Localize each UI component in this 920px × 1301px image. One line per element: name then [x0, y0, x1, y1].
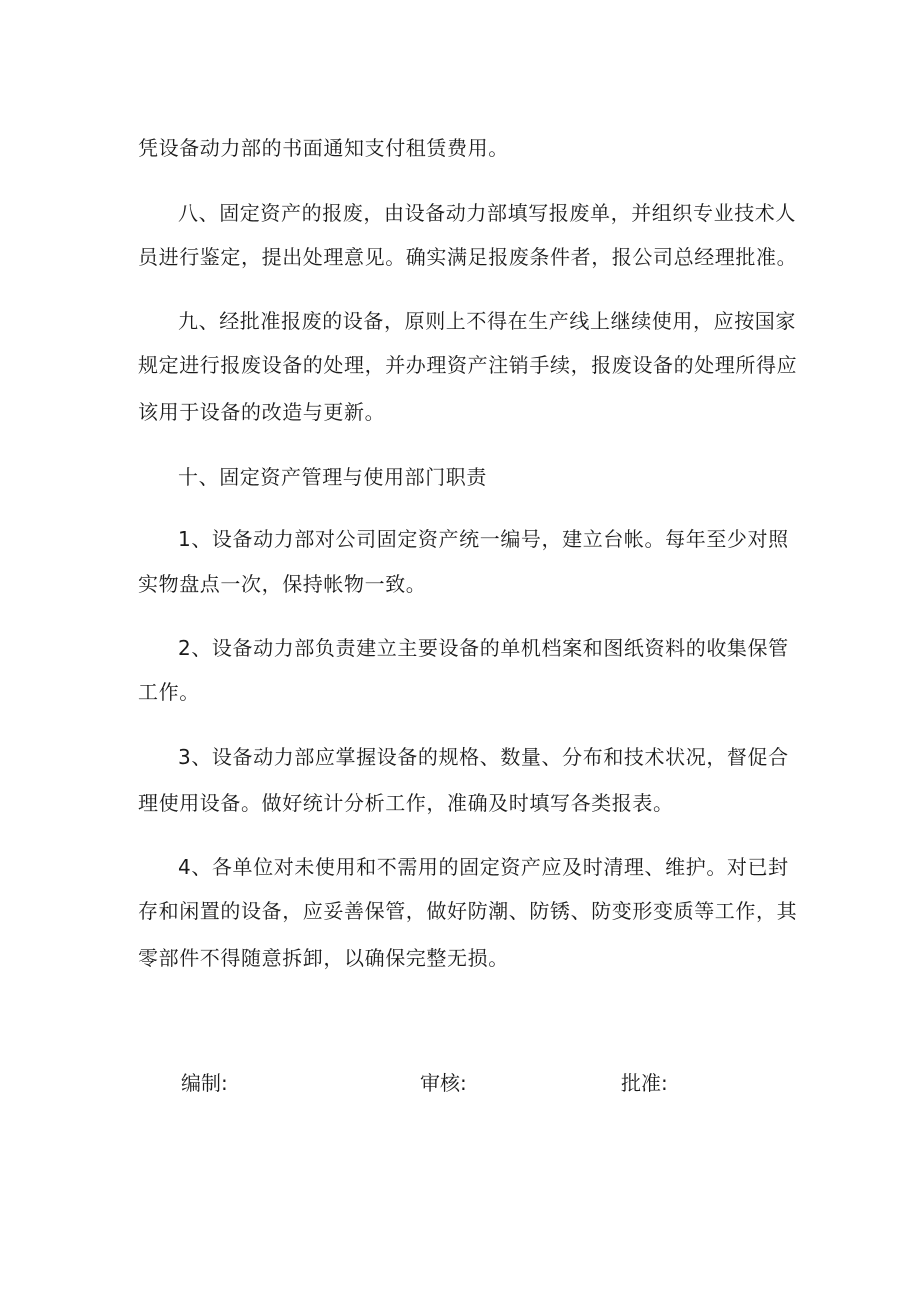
compiled-by-label: 编制:: [181, 1071, 228, 1095]
paragraph-line: 九、经批准报废的设备，原则上不得在生产线上继续使用，应按国家: [178, 309, 796, 333]
paragraph-line: 零部件不得随意拆卸，以确保完整无损。: [138, 946, 509, 970]
paragraph-line: 工作。: [138, 680, 200, 704]
paragraph-line: 员进行鉴定，提出处理意见。确实满足报废条件者，报公司总经理批准。: [138, 245, 798, 269]
paragraph-line: 理使用设备。做好统计分析工作，准确及时填写各类报表。: [138, 791, 674, 815]
paragraph-line: 存和闲置的设备，应妥善保管，做好防潮、防锈、防变形变质等工作，其: [138, 899, 798, 923]
paragraph-line: 凭设备动力部的书面通知支付租赁费用。: [138, 136, 509, 160]
section-heading: 十、固定资产管理与使用部门职责: [178, 465, 487, 489]
paragraph-line: 该用于设备的改造与更新。: [138, 400, 386, 424]
approved-by-label: 批准:: [621, 1071, 668, 1095]
paragraph-line: 规定进行报废设备的处理，并办理资产注销手续，报废设备的处理所得应: [138, 353, 798, 377]
paragraph-line: 八、固定资产的报废，由设备动力部填写报废单，并组织专业技术人: [178, 201, 796, 225]
paragraph-line: 1、设备动力部对公司固定资产统一编号，建立台帐。每年至少对照: [178, 527, 789, 551]
paragraph-line: 4、各单位对未使用和不需用的固定资产应及时清理、维护。对已封: [178, 855, 789, 879]
paragraph-line: 实物盘点一次，保持帐物一致。: [138, 572, 427, 596]
paragraph-line: 2、设备动力部负责建立主要设备的单机档案和图纸资料的收集保管: [178, 636, 789, 660]
reviewed-by-label: 审核:: [420, 1071, 467, 1095]
paragraph-line: 3、设备动力部应掌握设备的规格、数量、分布和技术状况，督促合: [178, 745, 789, 769]
